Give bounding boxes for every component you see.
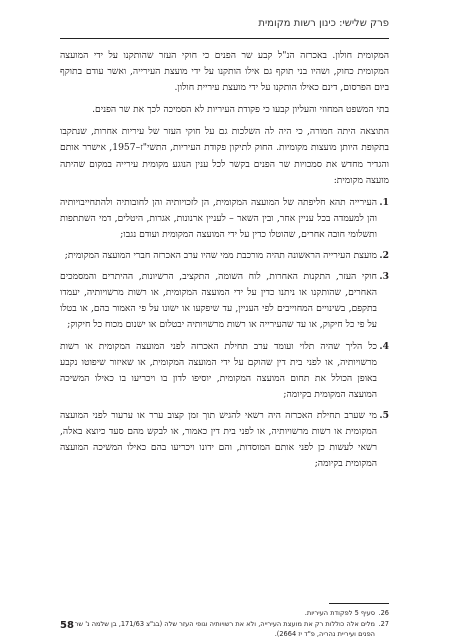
list-item-text: מועצת העירייה הראשונה תהיה מורכבת ממי שהיו ערב האכרזה חברי המועצה המקומית;	[64, 250, 377, 262]
footnote-text: מלים אלה כוללות רק את מועצת העירייה, ולא את רשויותיה וגופי העזר שלה (בג"צ 171/63, בן שלמה נ' שר הפנים ועיריית נהריה, פ"ד יז 2664).	[74, 619, 375, 638]
list-item-number: 4.	[379, 340, 389, 352]
paragraph: בתי המשפט המחוזי והעליון קבעו כי פקודת העיריות לא הסמיכה לכך את שר הפנים.	[92, 104, 389, 116]
list-item	[60, 339, 389, 403]
paragraph: המקומית חולון. באכרזה הנ"ל קבע שר הפנים כי חוקי העזר שהותקנו על ידי המועצה המקומית כחוק, ושהיו בני תוקף גם אילו הותקנו על ידי מועצת העירייה, ואשר עודם בתוקף ביום הפרסום, דינם כאילו הותקנו על ידי מועצת עיריית חולון.	[60, 50, 389, 94]
numbered-list	[60, 195, 389, 473]
footnote-number: 27.	[378, 619, 389, 628]
paragraph: התוצאה היתה חמורה, כי היה לה השלכות גם על חוקי העזר של עיריות אחרות, שנתקבו בתקופת היותן מועצות מקומיות. החוק לתיקון פקודת העיריות, התשי"ז–1957, אישרר אותם והגדיר מחדש את סמכויות שר הפנים בקשר לכל ענין הנוגע מקומית עירייה במקום שהיתה מועצה מקומית:	[60, 126, 389, 186]
body-text	[60, 48, 389, 477]
list-item	[60, 408, 389, 472]
footnote-number: 26.	[378, 609, 389, 617]
footnotes	[60, 608, 389, 640]
page-number: 58	[60, 620, 74, 631]
footnote	[60, 619, 389, 640]
list-item-text: כל הליך שהיה תלוי ועומד ערב תחילת האכרזה לפני המועצה המקומית או רשות מרשויותיה, או לפני בית דין שהוקם על ידי המועצה המקומית, או שאיזור שיפוטו נקבע באופן הכולל את תחום המועצה המקומית, יוסיפו לדון בו ויכריעו בו כאילו המשיכה המועצה המקומית בקיומה;	[60, 340, 377, 400]
list-item-text: מי שערב תחילת האכרזה היה רשאי להגיש תוך זמן קצוב ערר או ערעור לפני המועצה המקומית או רשות מרשויותיה, או לפני בית דין כאמור, או לבקש מהם סעד כיוצא באלה, רשאי לעשות כן לפני אותם המוסדות, והם ידונו ויכריעו בהם כאילו המשיכה המועצה המקומית בקיומה;	[60, 409, 377, 470]
list-item-text: חוקי העזר, התקנות האחרות, לוח השומה, התקציב, הרשיונות, ההיתרים והמסמכים האחרים, שהותקנו או ניתנו כדין על ידי המועצה המקומית, או רשות מרשויותיה, יעמדו בתקפם, בשינויים המחוייבים לפי העניין, עד שיפקעו או ישונו על פי האמור בהם, או בטלו על פי כל חיקוק, או עד שהעירייה או רשות מרשויותיה יבטלום או ישנום מכוח כל חיקוק;	[60, 271, 377, 331]
running-header: פרק שלישי: כינון רשות מקומית	[258, 18, 389, 29]
list-item	[60, 269, 389, 333]
list-item-text: העירייה תהא חליפתה של המועצה המקומית, הן לזכויותיה והן לחובותיה ולהתחייבויותיה והן למעמדה בכל עניין אחר, ובין השאר – לעניין ארנונות, אגרות, היטלים, דמי השתתפות ותשלומי חובה אחרים, שהוטלו כדין על ידי המועצה המקומית ועודם נגבו;	[60, 196, 377, 240]
footnote-text: סעיף 5 לפקודת העיריות.	[304, 609, 375, 617]
list-item-number: 1.	[379, 196, 389, 208]
list-item-number: 2.	[379, 250, 389, 262]
list-item-number: 3.	[379, 271, 389, 283]
list-item	[60, 195, 389, 243]
footnote-rule	[329, 603, 389, 604]
list-item	[60, 248, 389, 264]
list-item-number: 5.	[379, 409, 389, 421]
header-rule	[60, 38, 389, 39]
footnote	[60, 608, 389, 619]
